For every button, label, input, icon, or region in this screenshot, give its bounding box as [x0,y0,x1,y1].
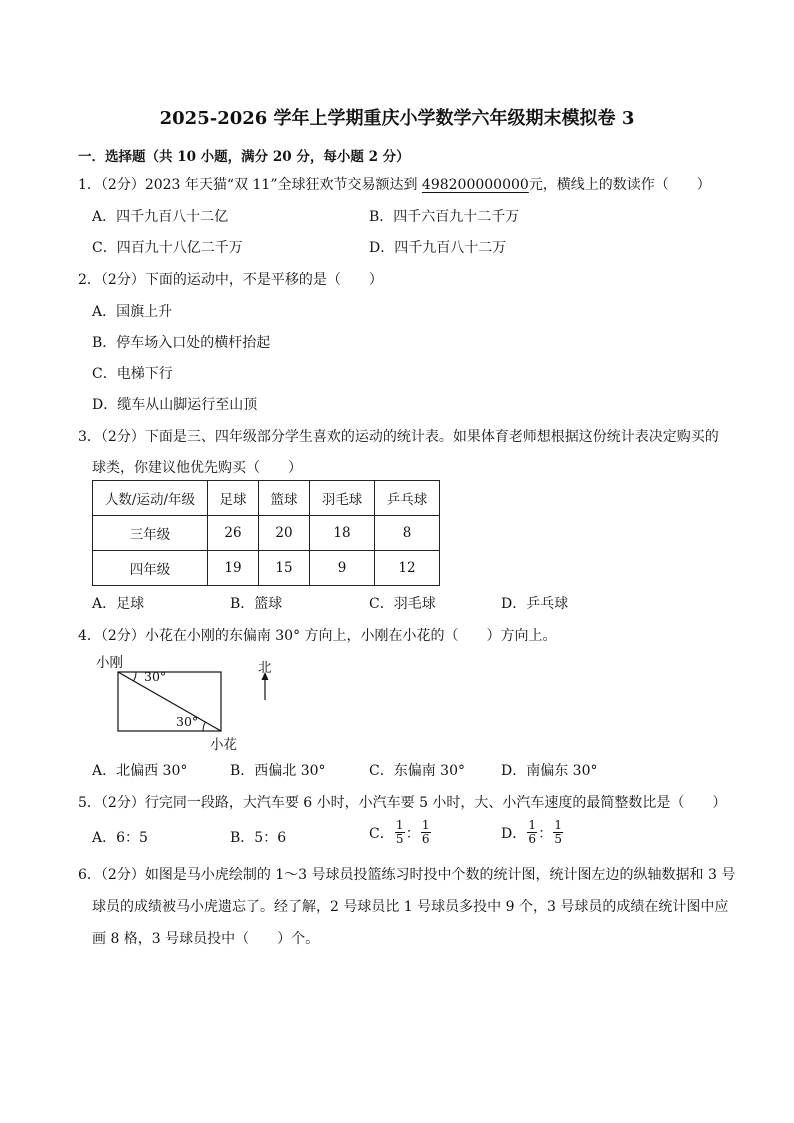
angle-label-top: 30° [144,669,167,684]
fraction-denominator: 6 [528,832,537,846]
table-header-cell: 羽毛球 [310,481,375,516]
q5-option-d-label: D． [501,825,527,842]
fraction-numerator: 1 [554,818,563,832]
q1-option-a: A．四千九百八十二亿 [92,209,229,225]
q2-option-a: A．国旗上升 [92,304,173,320]
section-heading: 一．选择题（共 10 小题，满分 20 分，每小题 2 分） [78,149,410,165]
q1-option-c: C．四百九十八亿二千万 [92,240,243,256]
table-header-row [93,481,440,516]
table-cell: 26 [208,516,259,551]
angle-arc-top [134,672,136,681]
statistics-table [92,480,440,586]
question-3-line-1: 3．（2分）下面是三、四年级部分学生喜欢的运动的统计表。如果体育老师想根据这份统计表决定购买的 [78,429,719,445]
fraction-numerator: 1 [421,818,430,832]
table-cell: 18 [310,516,375,551]
question-6-line-3: 画 8 格，3 号球员投中（ ）个。 [92,931,320,947]
table-row [93,551,440,586]
question-1-text-post: 元，横线上的数读作（ ） [528,177,711,193]
fraction [421,819,431,846]
q2-option-d: D．缆车从山脚运行至山顶 [92,397,258,413]
q3-option-c: C．羽毛球 [369,596,436,612]
table-cell: 19 [208,551,259,586]
angle-label-bottom: 30° [176,714,199,729]
table-cell: 8 [375,516,440,551]
question-1 [78,174,711,194]
q1-option-b: B．四千六百九十二千万 [369,209,520,225]
table-cell: 三年级 [93,516,208,551]
q3-option-d: D．乒乓球 [501,596,569,612]
q3-option-a: A．足球 [92,596,145,612]
question-4: 4．（2分）小花在小刚的东偏南 30° 方向上，小刚在小花的（ ）方向上。 [78,628,557,644]
page-title: 2025-2026 学年上学期重庆小学数学六年级期末模拟卷 3 [159,108,635,129]
angle-arc-bottom [203,722,205,731]
table-cell: 9 [310,551,375,586]
fraction [553,819,563,846]
q5-option-b: B．5：6 [230,830,287,846]
fraction-denominator: 5 [554,832,563,846]
fraction-denominator: 6 [421,832,430,846]
table-cell: 12 [375,551,440,586]
q4-option-b: B．西偏北 30° [230,763,326,779]
q5-option-a: A．6：5 [92,830,148,846]
fraction-denominator: 5 [395,832,404,846]
q4-option-d: D．南偏东 30° [501,763,598,779]
table-cell: 20 [259,516,310,551]
table-header-cell: 人数/运动/年级 [93,481,208,516]
q5-option-c-label: C． [369,825,394,842]
q4-option-c: C．东偏南 30° [369,763,465,779]
q5-option-d [501,819,564,846]
ratio-colon: ： [405,825,420,842]
table-cell: 15 [259,551,310,586]
question-2: 2．（2分）下面的运动中，不是平移的是（ ） [78,272,383,288]
q1-option-d: D．四千九百八十二万 [369,240,507,256]
label-xiaogang: 小刚 [96,655,123,671]
q4-option-a: A．北偏西 30° [92,763,188,779]
table-cell: 四年级 [93,551,208,586]
fraction-numerator: 1 [395,818,404,832]
table-header-cell: 足球 [208,481,259,516]
north-label: 北 [258,660,272,676]
table-header-cell: 乒乓球 [375,481,440,516]
question-5: 5．（2分）行完同一段路，大汽车要 6 小时，小汽车要 5 小时，大、小汽车速度的最简整数比是（ ） [78,795,727,811]
fraction-numerator: 1 [528,818,537,832]
label-xiaohua: 小花 [210,737,237,753]
table-header-cell: 篮球 [259,481,310,516]
question-3-line-2: 球类，你建议他优先购买（ ） [92,460,302,476]
fraction [395,819,405,846]
table-row [93,516,440,551]
ratio-colon: ： [538,825,553,842]
question-1-text-pre: 1．（2分）2023 年天猫“双 11”全球狂欢节交易额达到 [78,177,422,193]
q2-option-b: B．停车场入口处的横杆抬起 [92,335,271,351]
question-6-line-1: 6．（2分）如图是马小虎绘制的 1～3 号球员投篮练习时投中个数的统计图，统计图左边的纵轴数据和 3 号 [78,867,736,883]
q5-option-c [369,819,432,846]
fraction [527,819,537,846]
q2-option-c: C．电梯下行 [92,366,173,382]
question-1-number: 498200000000 [421,177,529,193]
question-6-line-2: 球员的成绩被马小虎遗忘了。经了解，2 号球员比 1 号球员多投中 9 个，3 号球员的成绩在统计图中应 [92,899,729,915]
q3-option-b: B．篮球 [230,596,283,612]
